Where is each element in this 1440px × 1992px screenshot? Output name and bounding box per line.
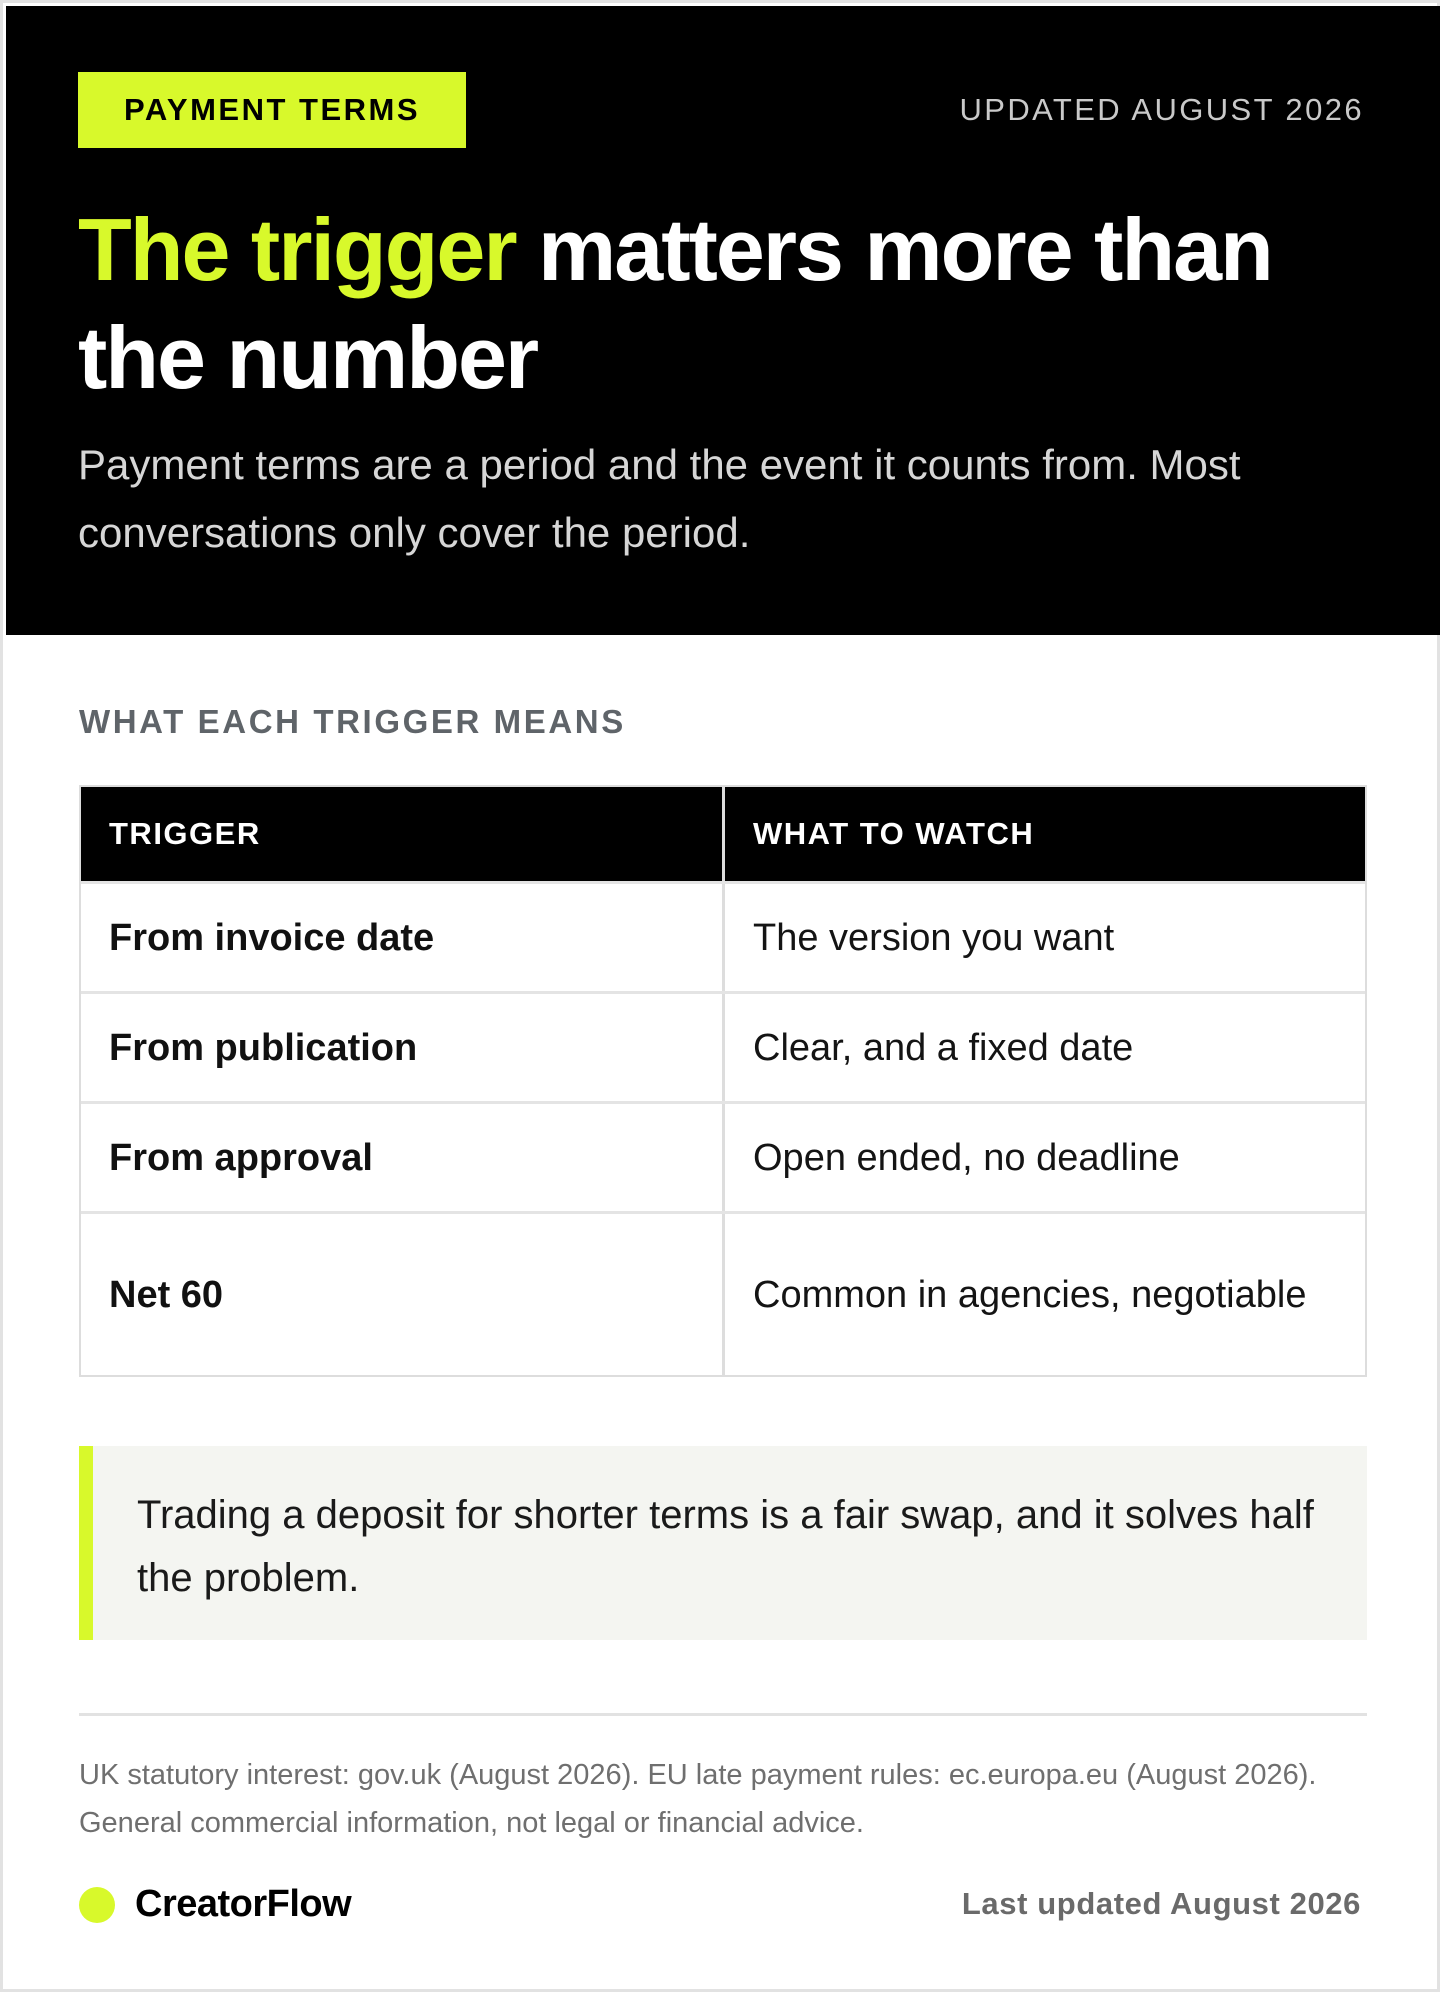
table-header-row: [81, 787, 1365, 881]
watch-cell: Common in agencies, negotiable: [753, 1273, 1307, 1316]
section-label: WHAT EACH TRIGGER MEANS: [79, 703, 626, 740]
last-updated: Last updated August 2026: [961, 1886, 1361, 1921]
trigger-cell: From publication: [81, 994, 725, 1101]
updated-date-top: UPDATED AUGUST 2026: [959, 92, 1364, 127]
table-row: [81, 1101, 1365, 1211]
source-footnote: UK statutory interest: gov.uk (August 2026). EU late payment rules: ec.europa.eu (August 2026). General commercial information, not legal or financial advice.: [79, 1759, 1317, 1839]
footer-divider: [79, 1713, 1367, 1716]
callout-text: Trading a deposit for shorter terms is a fair swap, and it solves half the problem.: [137, 1493, 1314, 1600]
watch-cell: Clear, and a fixed date: [753, 1026, 1134, 1069]
brand-dot-icon: [79, 1887, 115, 1923]
brand-name: CreatorFlow: [135, 1883, 352, 1925]
callout-box: [79, 1446, 1367, 1640]
watch-cell: Open ended, no deadline: [753, 1136, 1180, 1179]
table-row: [81, 881, 1365, 991]
subheading: Payment terms are a period and the event it counts from. Most conversations only cover the period.: [78, 441, 1241, 556]
table-row: [81, 1211, 1365, 1375]
table-row: [81, 991, 1365, 1101]
trigger-cell: From invoice date: [81, 884, 725, 991]
watch-cell: The version you want: [753, 916, 1115, 959]
headline-rest: matters more than the number: [78, 200, 1272, 407]
table-header-watch: WHAT TO WATCH: [753, 816, 1035, 851]
category-tag: PAYMENT TERMS: [78, 72, 466, 148]
trigger-cell: From approval: [81, 1104, 725, 1211]
page-title: [78, 196, 1378, 412]
trigger-cell: Net 60: [81, 1214, 725, 1375]
brand-logo: [79, 1883, 351, 1926]
table-header-trigger: TRIGGER: [81, 787, 725, 881]
hero-banner: [6, 6, 1440, 635]
headline-accent: The trigger: [78, 200, 516, 299]
trigger-table: [79, 785, 1367, 1377]
